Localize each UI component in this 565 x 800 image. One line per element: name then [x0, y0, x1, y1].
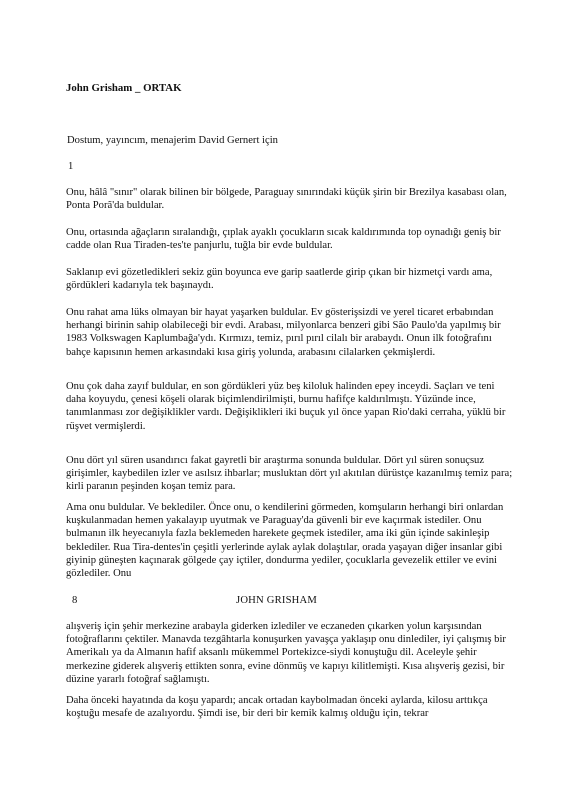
page-header — [66, 594, 514, 608]
paragraph-8: alışveriş için şehir merkezine arabayla giderken izlediler ve eczaneden çıkarken yolun karşısından fotoğraflarını çektiler. Manavda tezgâhtarla konuşurken yavaşça yaklaşıp onu dinlediler, iyi çalışmış bir Amerikalı ya da Almanın hafif aksanlı mükemmel Portekizce-siydi konuştuğu dil. Aceleyle şehir merkezine giderek alışveriş ettikten sonra, evine dönmüş ve kapıyı kilitlemişti. Kısa alışveriş gezisi, bir düzine yararlı fotoğraf sağlamıştı. — [66, 621, 506, 685]
paragraph-1: Onu, hâlâ "sınır" olarak bilinen bir bölgede, Paraguay sınırındaki küçük şirin bir Brezilya kasabası olan, Ponta Porã'da buldular. — [66, 187, 507, 212]
paragraph-6: Onu dört yıl süren usandırıcı fakat gayretli bir araştırma sonunda buldular. Dört yıl süren sonuçsuz girişimler, kaybedilen izler ve asılsız ihbarlar; musluktan dört yıl akıtılan dürüstçe kazanılmış temiz para; kirli paranın peşinden koşan temiz para. — [66, 455, 513, 493]
chapter-number: 1 — [68, 161, 74, 172]
running-head: JOHN GRISHAM — [236, 595, 317, 606]
paragraph-7: Ama onu buldular. Ve beklediler. Önce onu, o kendilerini görmeden, komşuların herhangi biri onlardan kuşkulanmadan hemen yakalayıp uyutmak ve Paraguay'da güvenli bir eve kaçırmak istediler. Onu bulmanın ilk heyecanıyla fazla beklemeden harekete geçmek istediler, ama iki gün içinde sakinleşip beklediler. Rua Tira-dentes'in çeşitli yerlerinde aylak aylak dolaştılar, orada yaşayan diğer insanlar gibi giyinip güneşten kaçınarak gölgede çay içtiler, dondurma yediler, çocuklarla gevezelik ettiler ve evini gözlediler. Onu — [66, 502, 504, 580]
paragraph-3: Saklanıp evi gözetledikleri sekiz gün boyunca eve garip saatlerde girip çıkan bir hizmetçi vardı ama, gördükleri kadarıyla tek başınaydı. — [66, 267, 493, 292]
dedication: Dostum, yayıncım, menajerim David Gernert için — [67, 135, 278, 146]
paragraph-2: Onu, ortasında ağaçların sıralandığı, çıplak ayaklı çocukların sıcak kaldırımında top oynadığı geniş bir cadde olan Rua Tiraden-tes'te panjurlu, tuğla bir evde buldular. — [66, 227, 501, 252]
document-title: John Grisham _ ORTAK — [66, 82, 182, 94]
paragraph-5: Onu çok daha zayıf buldular, en son gördükleri yüz beş kiloluk halinden epey inceydi. Saçları ve teni daha koyuydu, çenesi köşeli olarak biçimlendirilmişti, burnu hafifçe kaldırılmıştı. Yüzünde ince, tanımlanması zor değişiklikler vardı. Değişiklikleri iki buçuk yıl önce yapan Rio'daki cerraha, yüklü bir rüşvet vermişlerdi. — [66, 381, 506, 432]
page-number: 8 — [72, 595, 78, 606]
paragraph-9: Daha önceki hayatında da koşu yapardı; ancak ortadan kaybolmadan önceki aylarda, kilosu arttıkça koştuğu mesafe de azalıyordu. Şimdi ise, bir deri bir kemik kalmış olduğu için, tekrar — [66, 695, 488, 720]
paragraph-4: Onu rahat ama lüks olmayan bir hayat yaşarken buldular. Ev gösterişsizdi ve yerel ticaret erbabından herhangi birinin sahip olabileceği bir evdi. Arabası, milyonlarca benzeri gibi São Paulo'da yapılmış bir 1983 Volkswagen Kaplumbağa'ydı. Kırmızı, temiz, pırıl pırıl cilalı bir arabaydı. Onun ilk fotoğrafını bahçe kapısının hemen arkasındaki kısa giriş yolunda, arabasını cilalarken çekmişlerdi. — [66, 307, 501, 358]
